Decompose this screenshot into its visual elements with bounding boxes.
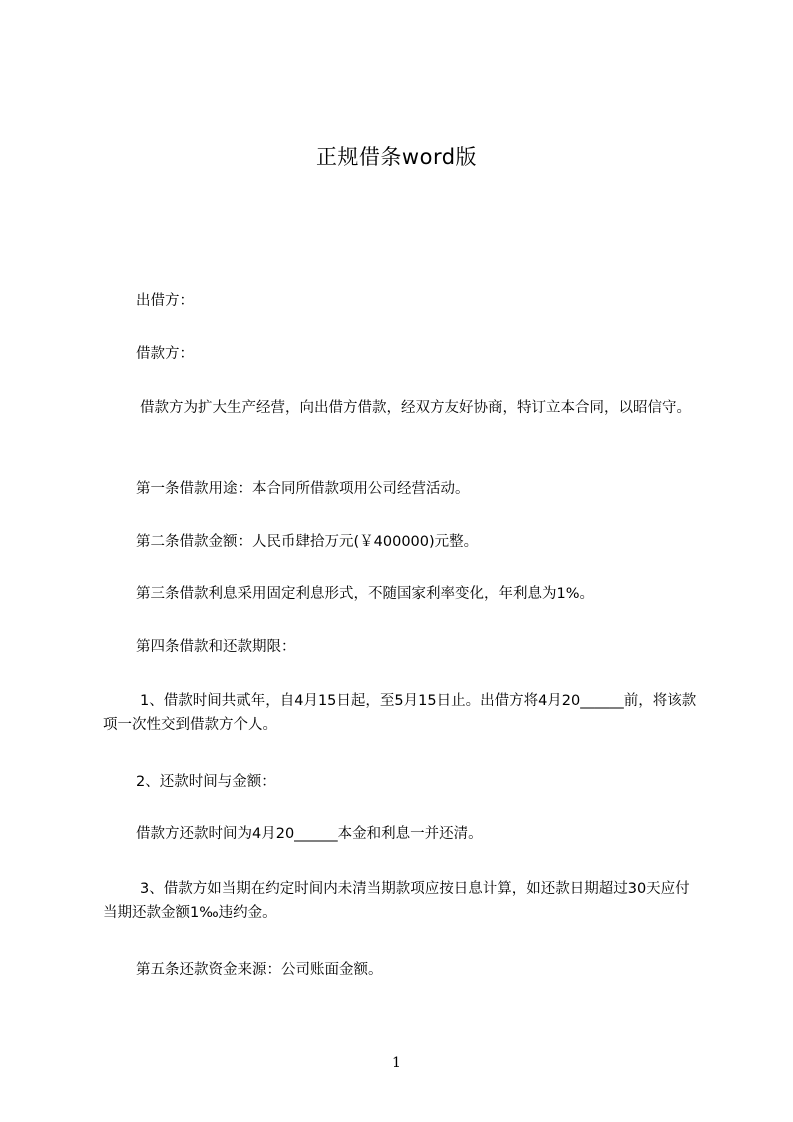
article-4-item-3: 3、借款方如当期在约定时间内未清当期款项应按日息计算，如还款日期超过30天应付当期还款金额1‰违约金。 [103,881,690,921]
borrower-label: 借款方： [136,346,194,362]
article-4-item-2-detail: 借款方还款时间为4月20______本金和利息一并还清。 [136,826,483,842]
preamble-paragraph: 借款方为扩大生产经营，向出借方借款，经双方友好协商，特订立本合同，以昭信守。 [140,400,691,416]
article-2: 第二条借款金额：人民币肆拾万元(￥400000)元整。 [136,534,479,550]
article-1: 第一条借款用途：本合同所借款项用公司经营活动。 [136,481,470,497]
article-4-item-2: 2、还款时间与金额： [136,774,276,790]
article-4-item-1: 1、借款时间共贰年，自4月15日起，至5月15日止。出借方将4月20______前，将该款项一次性交到借款方个人。 [103,693,697,733]
document-title: 正规借条word版 [315,145,478,169]
article-3: 第三条借款利息采用固定利息形式，不随国家利率变化，年利息为1%。 [136,586,595,602]
article-5: 第五条还款资金来源：公司账面金额。 [136,962,383,978]
page-number: 1 [392,1055,401,1071]
lender-label: 出借方： [136,293,194,309]
article-4: 第四条借款和还款期限： [136,639,296,655]
